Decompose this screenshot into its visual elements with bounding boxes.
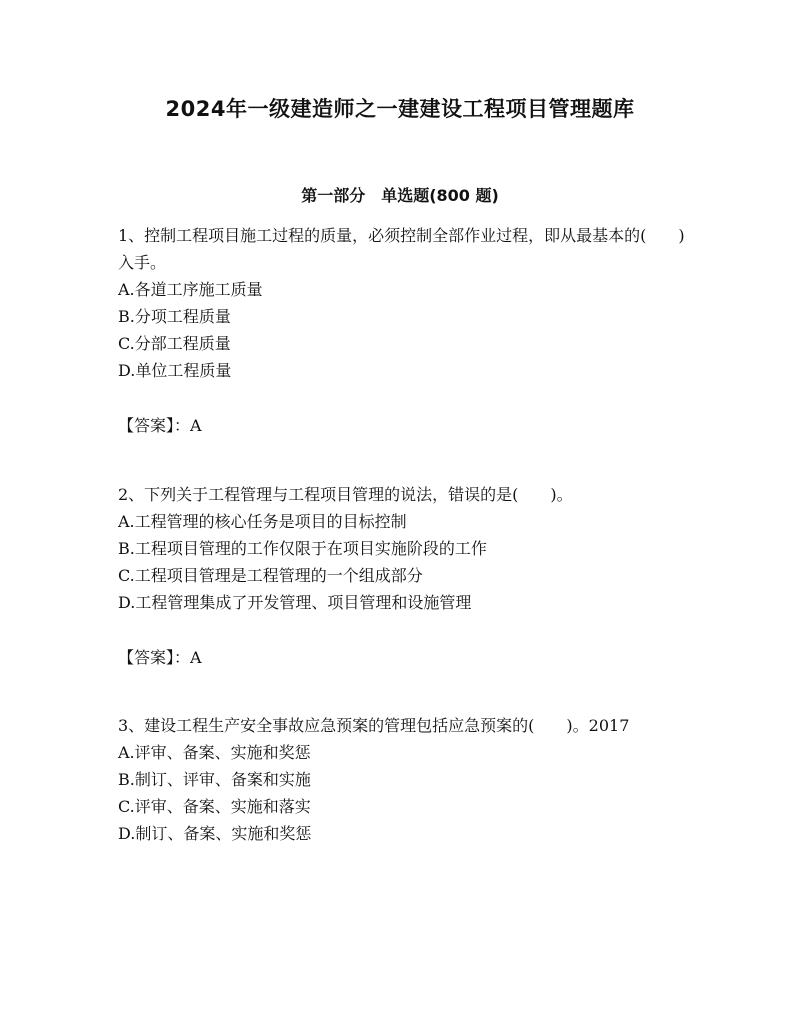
question-2 xyxy=(118,481,690,671)
option-a: A.评审、备案、实施和奖惩 xyxy=(118,743,311,762)
answer-line: 【答案】：A xyxy=(118,416,202,435)
option-d: D.工程管理集成了开发管理、项目管理和设施管理 xyxy=(118,593,472,612)
option-a: A.各道工序施工质量 xyxy=(118,280,263,299)
section-heading: 第一部分 单选题(800 题) xyxy=(301,186,499,205)
option-d: D.单位工程质量 xyxy=(118,361,232,380)
answer-line: 【答案】：A xyxy=(118,648,202,667)
question-stem: 1、控制工程项目施工过程的质量，必须控制全部作业过程，即从最基本的( )入手。 xyxy=(118,226,685,272)
option-b: B.分项工程质量 xyxy=(118,307,231,326)
option-c: C.分部工程质量 xyxy=(118,334,231,353)
question-stem: 2、下列关于工程管理与工程项目管理的说法，错误的是( )。 xyxy=(118,485,573,504)
option-d: D.制订、备案、实施和奖惩 xyxy=(118,824,312,843)
option-c: C.评审、备案、实施和落实 xyxy=(118,797,311,816)
option-b: B.工程项目管理的工作仅限于在项目实施阶段的工作 xyxy=(118,539,487,558)
option-b: B.制订、评审、备案和实施 xyxy=(118,770,311,789)
question-stem: 3、建设工程生产安全事故应急预案的管理包括应急预案的( )。2017 xyxy=(118,716,630,735)
document-title: 2024年一级建造师之一建建设工程项目管理题库 xyxy=(165,97,635,121)
question-3 xyxy=(118,712,690,847)
question-1 xyxy=(118,222,690,439)
option-c: C.工程项目管理是工程管理的一个组成部分 xyxy=(118,566,423,585)
option-a: A.工程管理的核心任务是项目的目标控制 xyxy=(118,512,407,531)
